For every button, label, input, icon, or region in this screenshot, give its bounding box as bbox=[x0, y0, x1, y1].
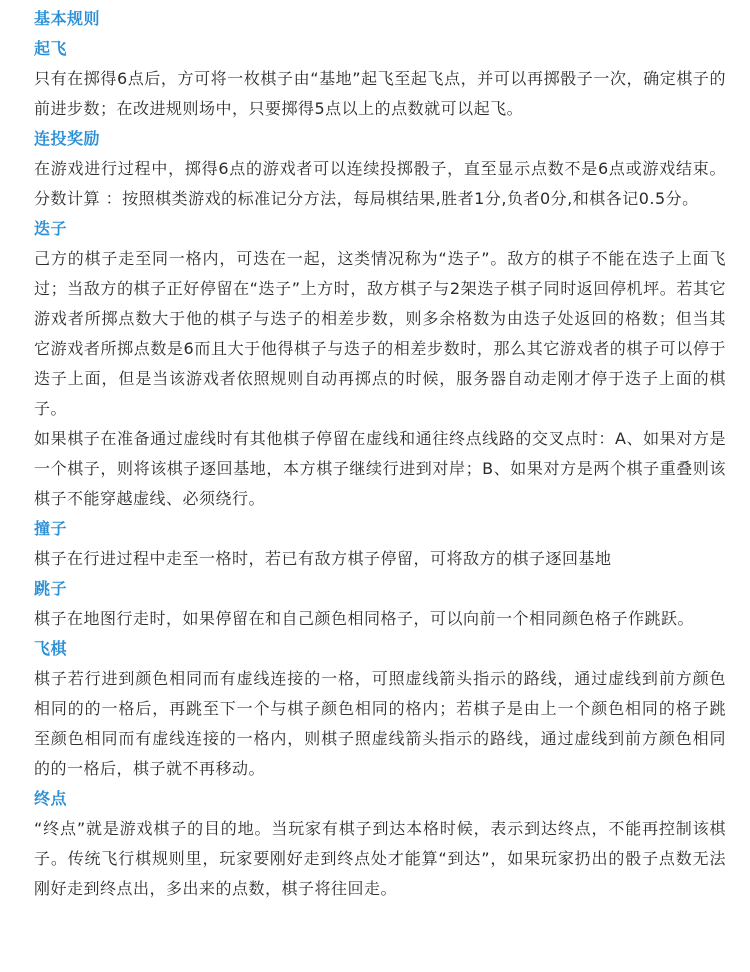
section-finish bbox=[34, 784, 726, 904]
section-stacking bbox=[34, 214, 726, 514]
section-heading-stacking: 迭子 bbox=[34, 219, 68, 238]
section-paragraph-stacking-1: 己方的棋子走至同一格内，可迭在一起，这类情况称为“迭子”。敌方的棋子不能在迭子上面飞过；当敌方的棋子正好停留在“迭子”上方时，敌方棋子与2架迭子棋子同时返回停机坪。若其它游戏者所掷点数大于他的棋子与迭子的相差步数，则多余格数为由迭子处返回的格数；但当其它游戏者所掷点数是6而且大于他得棋子与迭子的相差步数时，那么其它游戏者的棋子可以停于迭子上面，但是当该游戏者依照规则自动再掷点的时候，服务器自动走刚才停于迭子上面的棋子。 bbox=[34, 249, 726, 418]
section-paragraph-bump: 棋子在行进过程中走至一格时，若已有敌方棋子停留，可将敌方的棋子逐回基地 bbox=[34, 549, 612, 568]
section-paragraph-takeoff: 只有在掷得6点后，方可将一枚棋子由“基地”起飞至起飞点，并可以再掷骰子一次，确定棋子的前进步数；在改进规则场中，只要掷得5点以上的点数就可以起飞。 bbox=[34, 69, 726, 118]
section-bump bbox=[34, 514, 726, 574]
section-paragraph-jump: 棋子在地图行走时，如果停留在和自己颜色相同格子，可以向前一个相同颜色格子作跳跃。 bbox=[34, 609, 695, 628]
section-heading-finish: 终点 bbox=[34, 789, 68, 808]
section-paragraph-stacking-2: 如果棋子在准备通过虚线时有其他棋子停留在虚线和通往终点线路的交叉点时：A、如果对方是一个棋子，则将该棋子逐回基地，本方棋子继续行进到对岸；B、如果对方是两个棋子重叠则该棋子不能穿越虚线、必须绕行。 bbox=[34, 429, 726, 508]
section-heading-jump: 跳子 bbox=[34, 579, 68, 598]
section-heading-takeoff: 起飞 bbox=[34, 39, 68, 58]
section-paragraph-consecutive-roll-bonus: 在游戏进行过程中，掷得6点的游戏者可以连续投掷骰子，直至显示点数不是6点或游戏结束。分数计算 ：按照棋类游戏的标准记分方法，每局棋结果,胜者1分,负者0分,和棋各记0.5分。 bbox=[34, 159, 726, 208]
section-consecutive-roll-bonus bbox=[34, 124, 726, 214]
section-takeoff bbox=[34, 34, 726, 124]
section-flying bbox=[34, 634, 726, 784]
page-title: 基本规则 bbox=[34, 9, 101, 28]
section-paragraph-finish: “终点”就是游戏棋子的目的地。当玩家有棋子到达本格时候，表示到达终点，不能再控制该棋子。传统飞行棋规则里，玩家要刚好走到终点处才能算“到达”，如果玩家扔出的骰子点数无法刚好走到终点出，多出来的点数，棋子将往回走。 bbox=[34, 819, 726, 898]
section-heading-bump: 撞子 bbox=[34, 519, 68, 538]
section-heading-consecutive-roll-bonus: 连投奖励 bbox=[34, 129, 101, 148]
section-jump bbox=[34, 574, 726, 634]
section-heading-flying: 飞棋 bbox=[34, 639, 68, 658]
section-paragraph-flying: 棋子若行进到颜色相同而有虚线连接的一格，可照虚线箭头指示的路线，通过虚线到前方颜色相同的的一格后，再跳至下一个与棋子颜色相同的格内；若棋子是由上一个颜色相同的格子跳至颜色相同而有虚线连接的一格内，则棋子照虚线箭头指示的路线，通过虚线到前方颜色相同的的一格后，棋子就不再移动。 bbox=[34, 669, 726, 778]
